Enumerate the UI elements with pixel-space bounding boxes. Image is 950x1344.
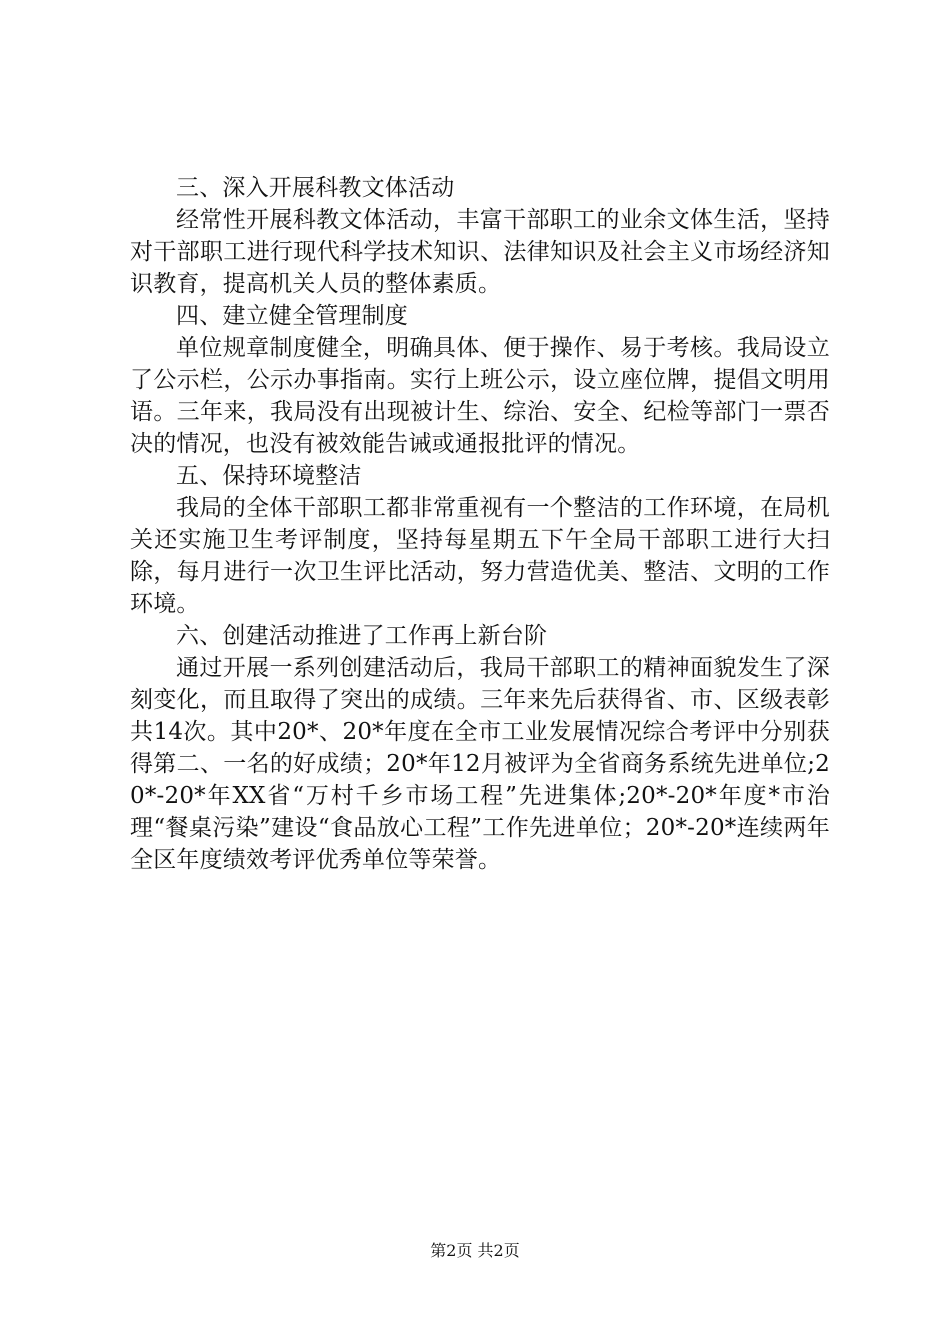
page-number-footer: 第2页 共2页 bbox=[430, 1241, 520, 1260]
section-heading-4: 四、建立健全管理制度 bbox=[176, 303, 408, 329]
section-heading-5: 五、保持环境整洁 bbox=[176, 463, 362, 489]
section-heading-3: 三、深入开展科教文体活动 bbox=[176, 175, 455, 201]
section-heading-6: 六、创建活动推进了工作再上新台阶 bbox=[176, 623, 548, 649]
section-paragraph-4: 单位规章制度健全，明确具体、便于操作、易于考核。我局设立了公示栏，公示办事指南。实行上班公示，设立座位牌，提倡文明用语。三年来，我局没有出现被计生、综治、安全、纪检等部门一票否决的情况，也没有被效能告诫或通报批评的情况。 bbox=[130, 335, 830, 457]
section-paragraph-3: 经常性开展科教文体活动，丰富干部职工的业余文体生活，坚持对干部职工进行现代科学技术知识、法律知识及社会主义市场经济知识教育，提高机关人员的整体素质。 bbox=[130, 207, 830, 297]
section-paragraph-6: 通过开展一系列创建活动后，我局干部职工的精神面貌发生了深刻变化，而且取得了突出的成绩。三年来先后获得省、市、区级表彰共14次。其中20*、20*年度在全市工业发展情况综合考评中分别获得第二、一名的好成绩；20*年12月被评为全省商务系统先进单位;20*-20*年XX省“万村千乡市场工程”先进集体;20*-20*年度*市治理“餐桌污染”建设“食品放心工程”工作先进单位；20*-20*连续两年全区年度绩效考评优秀单位等荣誉。 bbox=[130, 655, 830, 873]
section-paragraph-5: 我局的全体干部职工都非常重视有一个整洁的工作环境，在局机关还实施卫生考评制度，坚持每星期五下午全局干部职工进行大扫除，每月进行一次卫生评比活动，努力营造优美、整洁、文明的工作环境。 bbox=[130, 495, 830, 617]
document-body bbox=[130, 172, 830, 876]
